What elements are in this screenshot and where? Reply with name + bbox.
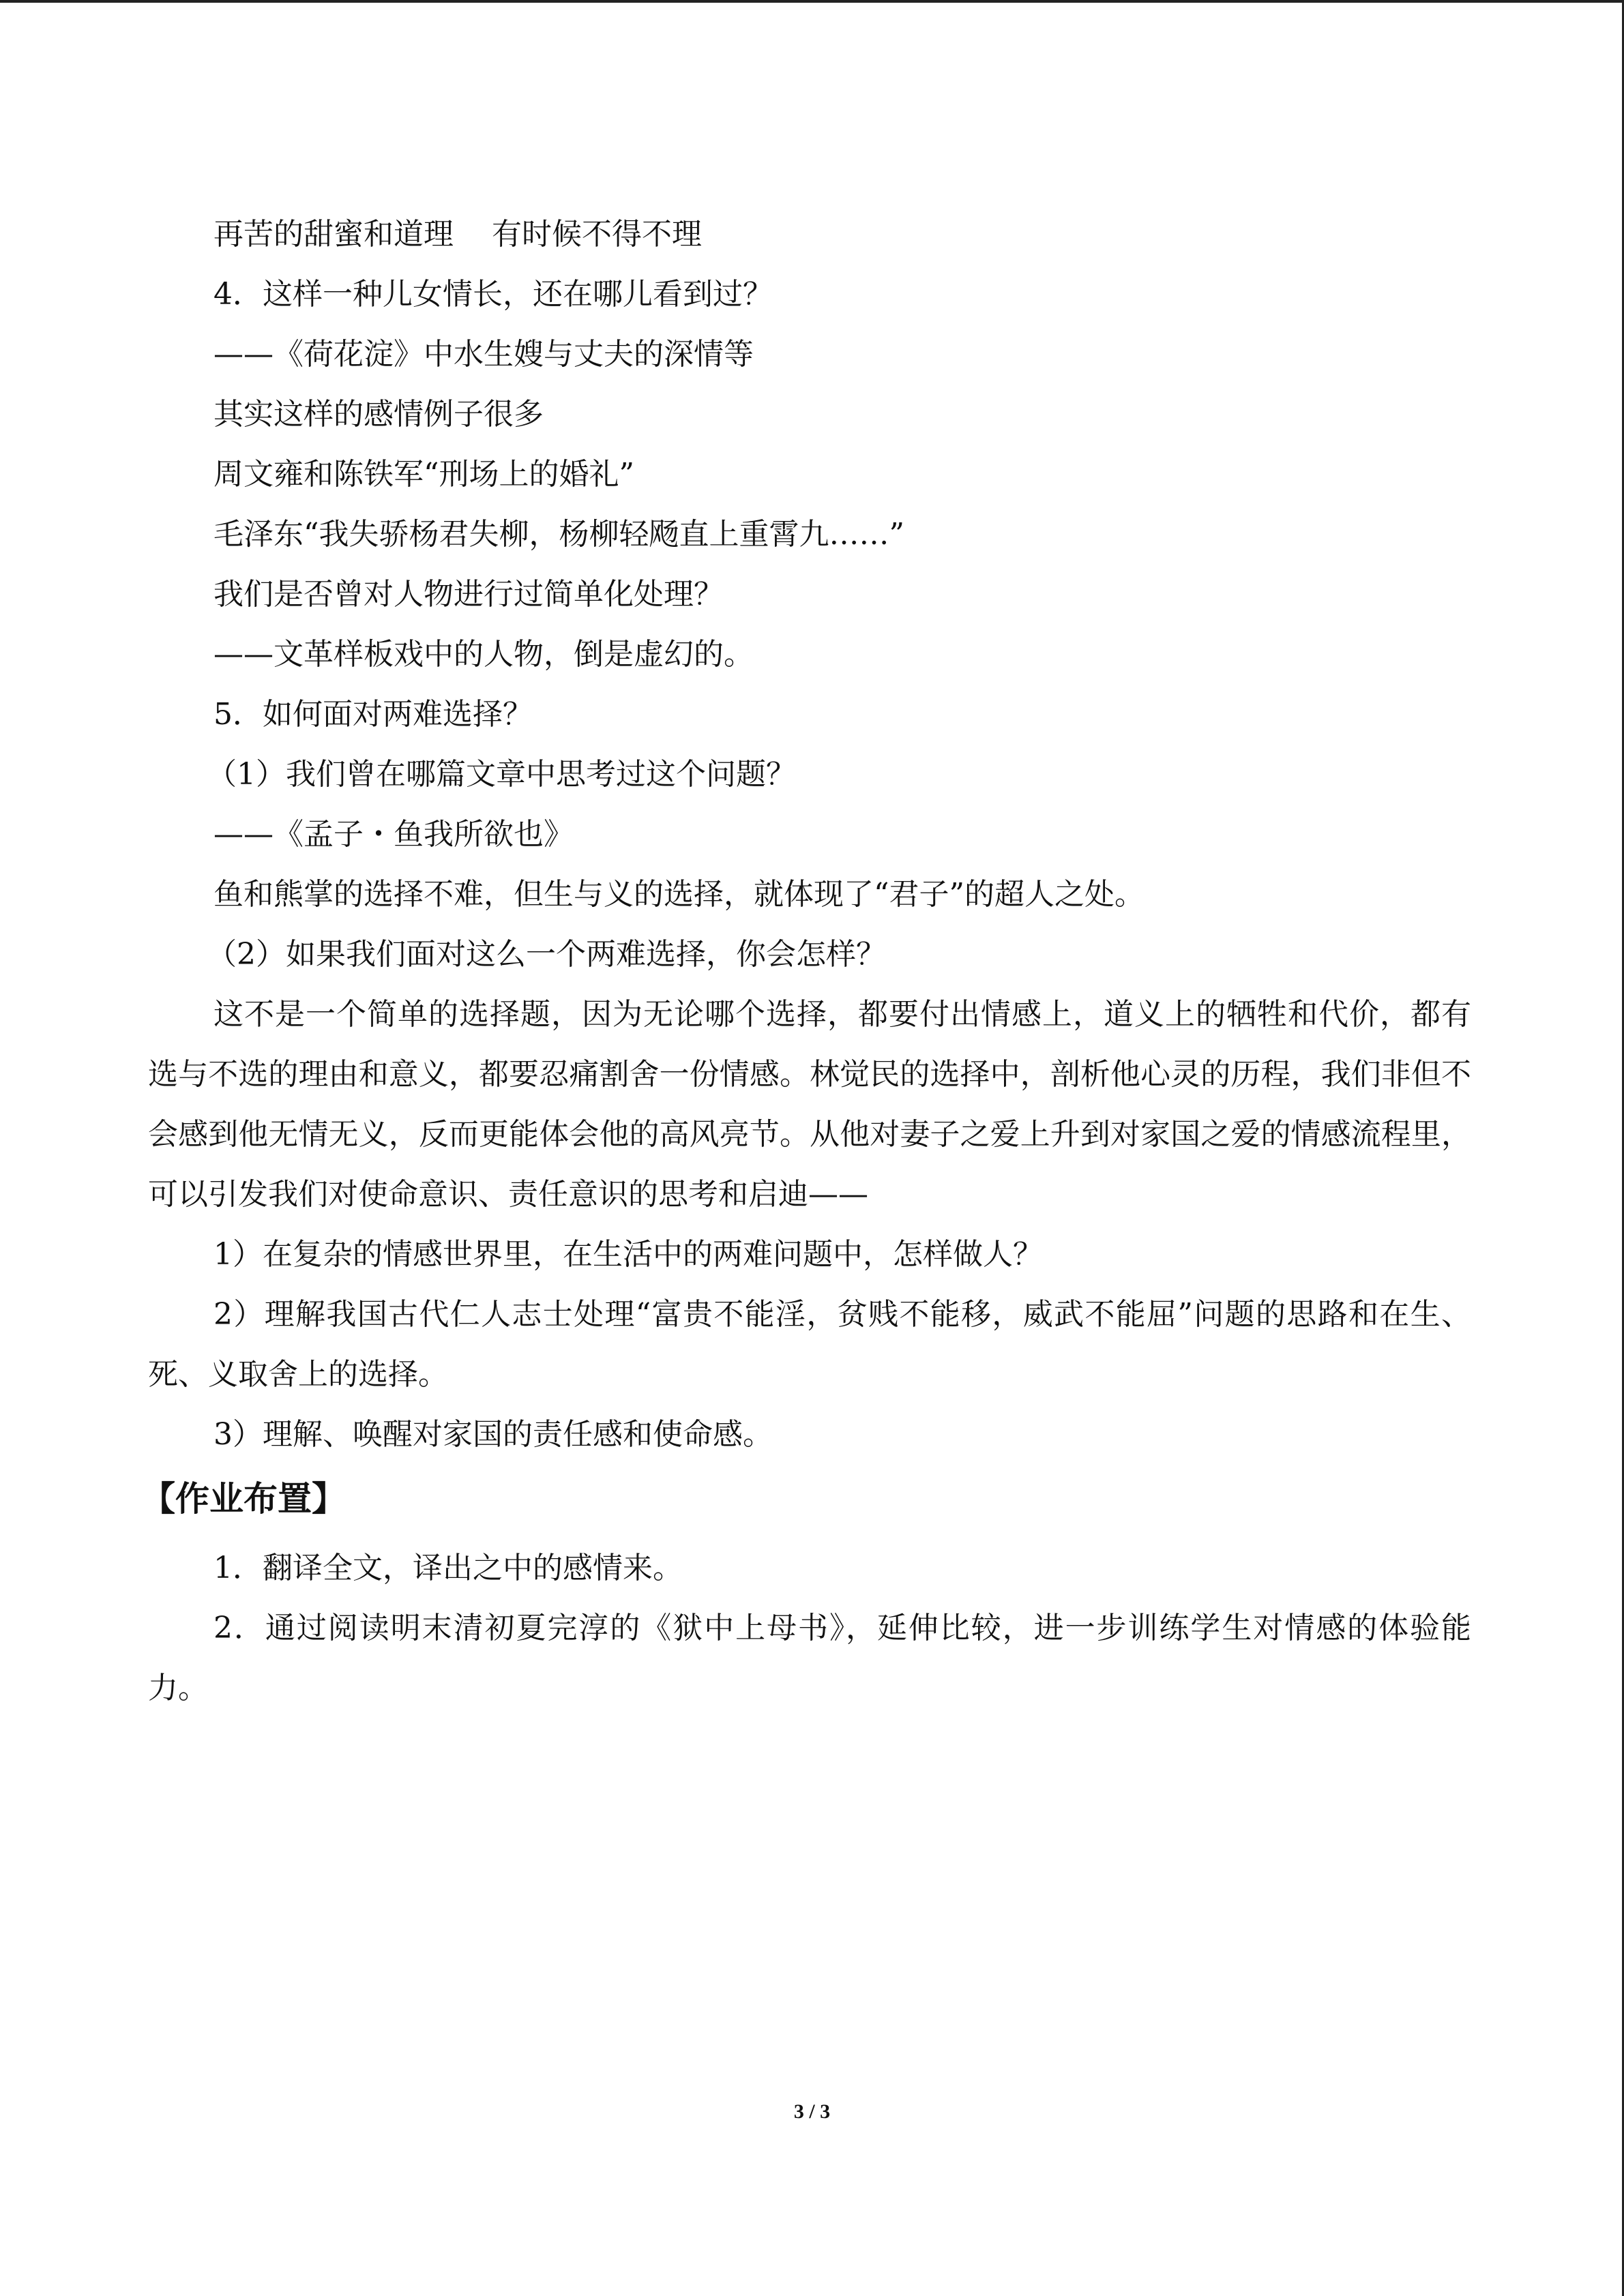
answer-line: ——《孟子・鱼我所欲也》 [213,817,574,852]
point-1: 1）在复杂的情感世界里，在生活中的两难问题中，怎样做人？ [213,1237,1043,1272]
question-4: 4．这样一种儿女情长，还在哪儿看到过？ [213,277,773,312]
discussion-paragraph: 这不是一个简单的选择题，因为无论哪个选择，都要付出情感上，道义上的牺牲和代价，都有选与不选的理由和意义，都要忍痛割舍一份情感。林觉民的选择中，剖析他心灵的历程，我们非但不会感到他无情无义，反而更能体会他的高风亮节。从他对妻子之爱上升到对家国之爱的情感流程里，可以引发我们对使命意识、责任意识的思考和启迪—— [148,997,1471,1212]
question-5: 5．如何面对两难选择？ [213,697,533,732]
page-number: 3 / 3 [793,2100,831,2123]
answer-line: ——文革样板戏中的人物，倒是虚幻的。 [213,637,754,672]
text-line: 毛泽东“我失骄杨君失柳，杨柳轻飏直上重霄九……” [213,517,904,552]
text-line: 我们是否曾对人物进行过简单化处理？ [213,577,724,612]
text-line: 其实这样的感情例子很多 [213,397,544,432]
document-body [141,205,1471,1718]
text-line: 鱼和熊掌的选择不难，但生与义的选择，就体现了“君子”的超人之处。 [213,877,1145,912]
page-top-border [0,0,1624,3]
homework-heading: 【作业布置】 [141,1479,346,1519]
sub-question-1: （1）我们曾在哪篇文章中思考过这个问题？ [207,757,796,792]
sub-question-2: （2）如果我们面对这么一个两难选择，你会怎样？ [207,937,886,972]
text-line: 再苦的甜蜜和道理 有时候不得不理 [213,217,702,252]
text-line: 周文雍和陈铁军“刑场上的婚礼” [213,457,634,492]
point-2: 2）理解我国古代仁人志士处理“富贵不能淫，贫贱不能移，威武不能屈”问题的思路和在生、死、义取舍上的选择。 [148,1297,1471,1392]
homework-item-2: 2．通过阅读明末清初夏完淳的《狱中上母书》，延伸比较，进一步训练学生对情感的体验能力。 [148,1611,1471,1705]
homework-item-1: 1．翻译全文，译出之中的感情来。 [213,1551,683,1585]
point-3: 3）理解、唤醒对家国的责任感和使命感。 [213,1417,773,1452]
answer-line: ——《荷花淀》中水生嫂与丈夫的深情等 [213,337,754,372]
